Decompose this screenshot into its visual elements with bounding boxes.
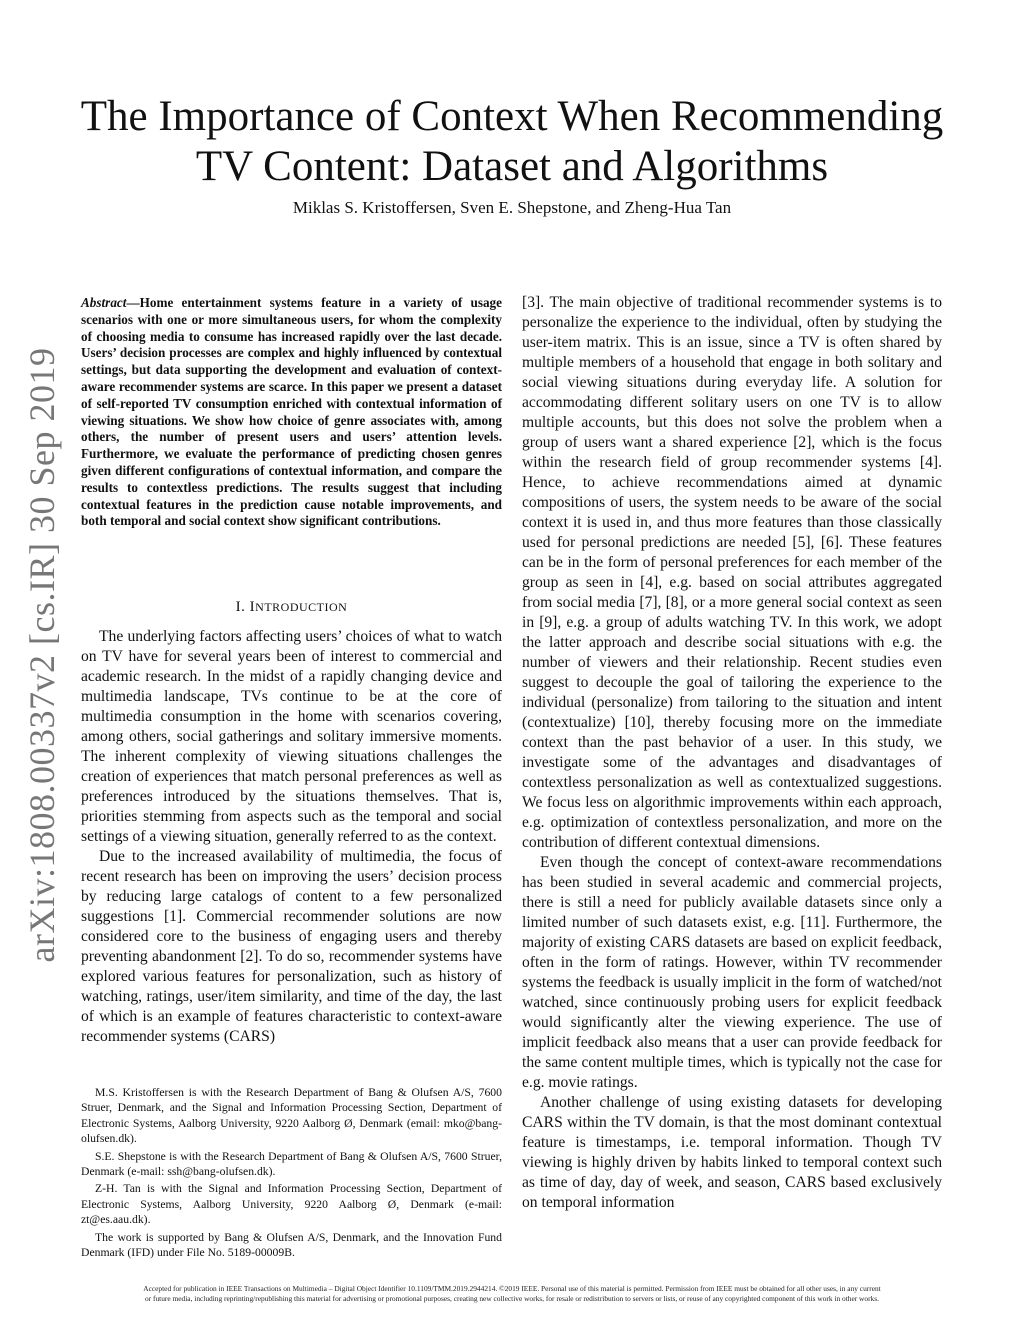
arxiv-stamp-text: arXiv:1808.00337v2 [cs.IR] 30 Sep 2019	[22, 347, 62, 963]
section-heading	[81, 599, 502, 616]
left-paragraph-1: The underlying factors affecting users’ choices of what to watch on TV have for several years been of interest to commercial and academic research. In the midst of a rapidly changing device and multimedia landscape, TVs continue to be at the core of multimedia consumption in the home with scenarios covering, among others, social gatherings and solitary immersive moments. The inherent complexity of viewing situations challenges the creation of experiences that match personal preferences as well as preferences introduced by the situations themselves. That is, priorities stemming from aspects such as the temporal and social settings of a viewing situation, generally referred to as the context.	[81, 628, 502, 845]
title-line-1: The Importance of Context When Recommending	[80, 93, 944, 140]
footnote-1: M.S. Kristoffersen is with the Research Department of Bang & Olufsen A/S, 7600 Struer, Denmark, and the Signal and Information Processing Section, Department of Electronic Systems, Aalborg University, 9220 Aalborg Ø, Denmark (email: mko@bang-olufsen.dk).	[81, 1086, 502, 1146]
abstract	[81, 295, 502, 530]
section-title-rest: NTRODUCTION	[255, 600, 348, 614]
abstract-text: —Home entertainment systems feature in a variety of usage scenarios with one or more simultaneous users, for whom the complexity of choosing media to consume has increased rapidly over the last decade. Users’ decision processes are complex and highly influenced by contextual settings, but data supporting the development and evaluation of context-aware recommender systems are scarce. In this paper we present a dataset of self-reported TV consumption enriched with contextual information of viewing situations. We show how choice of genre associates with, among others, the number of present users and users’ attention levels. Furthermore, we evaluate the performance of predicting chosen genres given different configurations of contextual information, and compare the results to contextless predictions. The results suggest that including contextual features in the prediction cause notable improvements, and both temporal and social context show significant contributions.	[81, 295, 502, 529]
footnote-4: The work is supported by Bang & Olufsen A/S, Denmark, and the Innovation Fund Denmark (IFD) under File No. 5189-00009B.	[81, 1230, 502, 1260]
copyright-line-1: Accepted for publication in IEEE Transactions on Multimedia – Digital Object Identifier 10.1109/TMM.2019.2944214. ©2019 IEEE. Personal use of this material is permitted. Permission from IEEE must be obtained for all other uses, in any current	[143, 1284, 881, 1293]
right-paragraph-3: Another challenge of using existing datasets for developing CARS within the TV domain, is that the most dominant contextual feature is timestamps, i.e. temporal information. Though TV viewing is highly driven by habits linked to temporal context such as time of day, day of week, and season, CARS based exclusively on temporal information	[522, 1094, 942, 1211]
paper-title	[60, 92, 964, 192]
right-paragraph-1: [3]. The main objective of traditional recommender systems is to personalize the experience to the individual, often by studying the user-item matrix. This is an issue, since a TV is often shared by multiple members of a household that engage in both solitary and social viewing situations during everyday life. A solution for accommodating different solitary users on one TV is to allow multiple accounts, but this does not solve the problem when a group of users want a shared experience [2], which is the focus within the research field of group recommender systems [4]. Hence, to achieve recommendations aimed at dynamic compositions of users, the system needs to be aware of the social context it is used in, and thus more features than those classically used for personal predictions are needed [5], [6]. These features can be in the form of personal preferences for each member of the group as seen in [4], e.g. based on social attributes aggregated from social media [7], [8], or a more general social context as seen in [9], e.g. a group of adults watching TV. In this work, we adopt the latter approach and describe social situations with e.g. the number of viewers and their relationship. Recent studies even suggest to decouple the goal of tailoring the experience to the individual (personalize) from tailoring to the situation and intent (contextualize) [10], thereby focusing more on the immediate context than the past behavior of a user. In this study, we investigate some of the advantages and disadvantages of contextless personalization as well as contextualized suggestions. We focus less on algorithmic improvements within each approach, e.g. optimization of contextless personalization, and more on the contribution of different contextual dimensions.	[522, 294, 942, 851]
footnotes	[81, 1085, 502, 1262]
copyright-line-2: or future media, including reprinting/republishing this material for advertising or promotional purposes, creating new collective works, for resale or redistribution to servers or lists, or reuse of any copyrighted component of this work in other works.	[145, 1294, 879, 1303]
right-paragraph-2: Even though the concept of context-aware recommendations has been studied in several academic and commercial projects, there is still a need for publicly available datasets since only a limited number of such datasets exist, e.g. [11]. Furthermore, the majority of existing CARS datasets are based on explicit feedback, often in the form of ratings. However, within TV recommender systems the feedback is usually implicit in the form of watched/not watched, since continuously probing users for explicit feedback would significantly alter the viewing experience. The use of implicit feedback also means that a user can provide feedback for the same content multiple times, which is typically not the case for e.g. movie ratings.	[522, 854, 942, 1091]
footnote-2: S.E. Shepstone is with the Research Department of Bang & Olufsen A/S, 7600 Struer, Denmark (e-mail: ssh@bang-olufsen.dk).	[81, 1149, 502, 1179]
section-number: I.	[235, 599, 250, 615]
arxiv-stamp	[22, 347, 62, 963]
left-column-body	[81, 627, 502, 1047]
footnote-3: Z-H. Tan is with the Signal and Information Processing Section, Department of Electronic Systems, Aalborg University, 9220 Aalborg Ø, Denmark (e-mail: zt@es.aau.dk).	[81, 1182, 502, 1227]
abstract-lead: Abstract	[81, 295, 127, 310]
right-column-body	[522, 293, 942, 1213]
authors: Miklas S. Kristoffersen, Sven E. Shepstone, and Zheng-Hua Tan	[292, 198, 732, 217]
left-paragraph-2: Due to the increased availability of multimedia, the focus of recent research has been on improving the users’ decision process by reducing large catalogs of content to a few personalized suggestions [1]. Commercial recommender solutions are now considered core to the business of engaging users and thereby preventing abandonment [2]. To do so, recommender systems have explored various features for personalization, such as history of watching, ratings, user/item similarity, and time of the day, the last of which is an example of features characteristic to context-aware recommender systems (CARS)	[81, 848, 502, 1045]
section-title-first: I	[249, 599, 256, 615]
copyright-notice	[60, 1284, 964, 1304]
title-line-2: TV Content: Dataset and Algorithms	[195, 143, 829, 190]
